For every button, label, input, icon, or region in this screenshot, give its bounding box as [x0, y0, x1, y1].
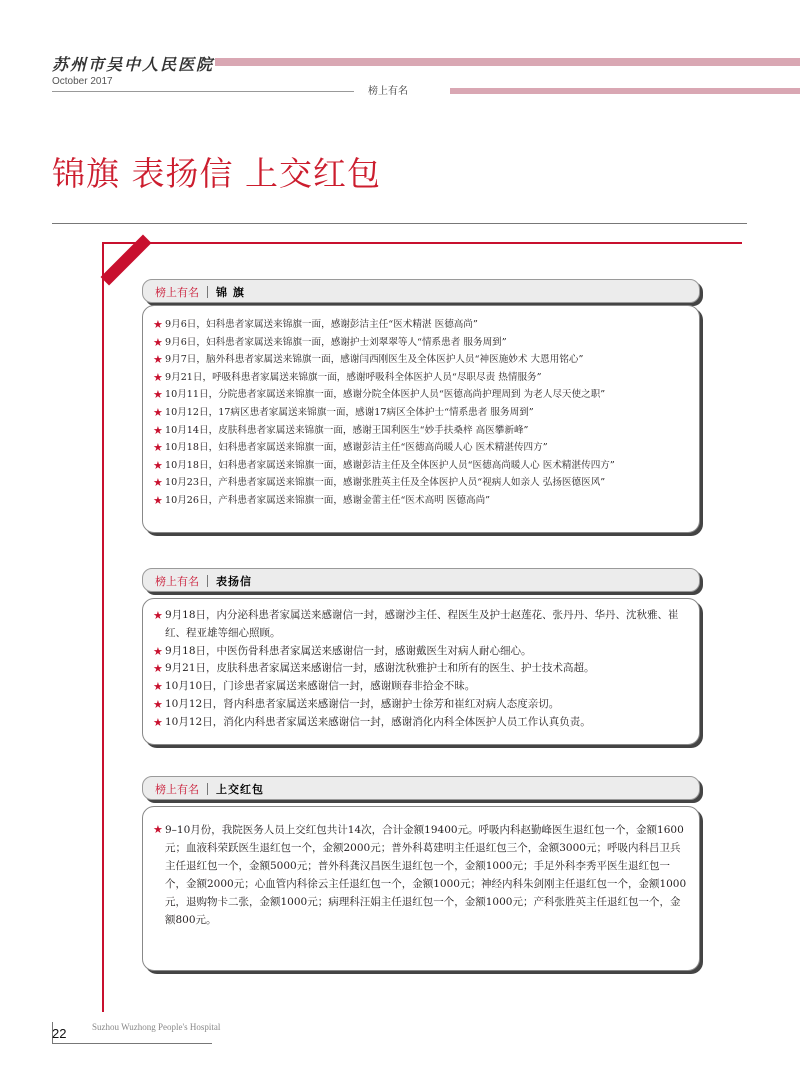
star-icon: ★: [153, 715, 163, 729]
item-text: 10月12日，消化内科患者家属送来感谢信一封，感谢消化内科全体医护人员工作认真负责。: [165, 715, 591, 728]
section-tab-banners: [142, 279, 700, 303]
star-icon: ★: [153, 823, 163, 836]
section-name: 上交红包: [216, 783, 264, 796]
title-divider: [52, 223, 747, 224]
item-text: 10月12日，肾内科患者家属送来感谢信一封，感谢护士徐芳和崔红对病人态度亲切。: [165, 697, 560, 710]
red-envelopes-panel: [142, 806, 700, 971]
list-item: [153, 696, 691, 714]
star-icon: ★: [153, 680, 163, 694]
star-icon: ★: [153, 697, 163, 711]
list-item: [153, 660, 691, 678]
item-text: 10月12日，17病区患者家属送来锦旗一面，感谢17病区全体护士“情系患者 服务周到”: [165, 406, 534, 418]
banners-panel: [142, 305, 700, 533]
page-number: 22: [52, 1026, 67, 1041]
star-icon: ★: [153, 458, 163, 472]
item-text: 10月10日，门诊患者家属送来感谢信一封，感谢顾春非拾金不昧。: [165, 680, 476, 693]
footer-divider: [52, 1043, 212, 1044]
star-icon: ★: [153, 370, 163, 384]
list-item: [153, 607, 691, 643]
header-divider: [52, 91, 354, 92]
star-icon: ★: [153, 318, 163, 331]
header-bar: [215, 58, 800, 66]
section-name: 表扬信: [216, 575, 252, 588]
star-icon: ★: [153, 335, 163, 349]
list-item: [153, 404, 691, 422]
item-text: 10月14日，皮肤科患者家属送来锦旗一面，感谢王国利医生“妙手扶桑梓 高医攀新峰”: [165, 424, 529, 436]
section-tag: 榜上有名: [155, 575, 199, 588]
tab-separator: [207, 286, 208, 298]
item-text: 9月18日，内分泌科患者家属送来感谢信一封，感谢沙主任、程医生及护士赵莲花、张丹丹、华丹、沈秋雅、崔红、程亚雄等细心照顾。: [165, 609, 679, 639]
item-text: 10月11日，分院患者家属送来锦旗一面，感谢分院全体医护人员“医德高尚护理周到 为老人尽天使之职”: [165, 389, 606, 401]
list-item: [153, 643, 691, 661]
item-text: 10月18日，妇科患者家属送来锦旗一面，感谢彭洁主任“医德高尚暖人心 医术精湛传四方”: [165, 442, 548, 454]
tab-separator: [207, 783, 208, 795]
star-icon: ★: [153, 388, 163, 402]
list-item: [153, 369, 691, 387]
frame-top-border: [102, 242, 742, 244]
star-icon: ★: [153, 644, 163, 658]
star-icon: ★: [153, 493, 163, 507]
list-item: [153, 316, 691, 334]
header-bar-right: [450, 88, 800, 94]
item-text: 10月23日，产科患者家属送来锦旗一面，感谢张胜英主任及全体医护人员“视病人如亲人 弘扬医德医风”: [165, 477, 606, 489]
star-icon: ★: [153, 609, 163, 622]
star-icon: ★: [153, 441, 163, 455]
star-icon: ★: [153, 662, 163, 676]
item-text: 9月6日，妇科患者家属送来锦旗一面，感谢护士刘翠翠等人“情系患者 服务周到”: [165, 336, 507, 348]
letters-panel: [142, 598, 700, 745]
hospital-brand: 苏州市吴中人民医院: [52, 55, 215, 74]
star-icon: ★: [153, 405, 163, 419]
item-text: 10月26日，产科患者家属送来锦旗一面，感谢金蕾主任“医术高明 医德高尚”: [165, 494, 491, 506]
star-icon: ★: [153, 476, 163, 490]
list-item: [153, 492, 691, 510]
list-item: [153, 474, 691, 492]
list-item: [153, 422, 691, 440]
list-item: [153, 439, 691, 457]
list-item: [153, 334, 691, 352]
item-text: 9月6日，妇科患者家属送来锦旗一面，感谢彭洁主任“医术精湛 医德高尚”: [165, 319, 478, 330]
item-text: 9月21日，皮肤科患者家属送来感谢信一封，感谢沈秋雅护士和所有的医生、护士技术高超。: [165, 662, 595, 675]
section-tag: 榜上有名: [155, 286, 199, 299]
tab-separator: [207, 575, 208, 587]
letters-list: [153, 607, 691, 732]
frame-left-border: [102, 242, 104, 1012]
list-item: [153, 351, 691, 369]
section-tab-letters: [142, 568, 700, 592]
banners-list: [153, 316, 691, 510]
section-tab-red-envelopes: [142, 776, 700, 800]
section-label: 榜上有名: [368, 86, 408, 97]
page-title: 锦旗 表扬信 上交红包: [52, 154, 381, 193]
list-item: [153, 457, 691, 475]
footer-hospital-name: Suzhou Wuzhong People's Hospital: [92, 1022, 221, 1032]
item-text: 9月7日，脑外科患者家属送来锦旗一面，感谢闫西刚医生及全体医护人员“神医施妙术 大恩用铭心”: [165, 354, 584, 366]
item-text: 10月18日，妇科患者家属送来锦旗一面，感谢彭洁主任及全体医护人员“医德高尚暖人心 医术精湛传四方”: [165, 459, 615, 471]
section-name: 锦 旗: [216, 286, 245, 299]
list-item: [153, 386, 691, 404]
star-icon: ★: [153, 353, 163, 367]
item-text: 9–10月份，我院医务人员上交红包共计14次，合计金额19400元。呼吸内科赵勤峰医生退红包一个，金额1600元；血液科荣跃医生退红包一个，金额2000元；普外科葛建明主任退红包三个，金额3000元；呼吸内科吕卫兵主任退红包一个，金额5000元；普外科龚汉昌医生退红包一个，金额1000元；手足外科李秀平医生退红包一个，金额2000元；心血管内科徐云主任退红包一个，金额1000元；神经内科朱剑刚主任退红包一个，金额1000元，退购物卡二张，金额1000元；病理科汪娟主任退红包一个，金额1000元；产科张胜英主任退红包一个，金额800元。: [165, 824, 687, 926]
star-icon: ★: [153, 423, 163, 437]
section-tag: 榜上有名: [155, 783, 199, 796]
item-text: 9月18日，中医伤骨科患者家属送来感谢信一封，感谢戴医生对病人耐心细心。: [165, 644, 532, 657]
list-item: [153, 714, 691, 732]
list-item: [153, 678, 691, 696]
red-envelopes-list: [153, 821, 689, 929]
issue-date: October 2017: [52, 76, 113, 87]
item-text: 9月21日，呼吸科患者家属送来锦旗一面，感谢呼吸科全体医护人员“尽职尽责 热情服务”: [165, 371, 542, 383]
list-item: [153, 821, 689, 929]
